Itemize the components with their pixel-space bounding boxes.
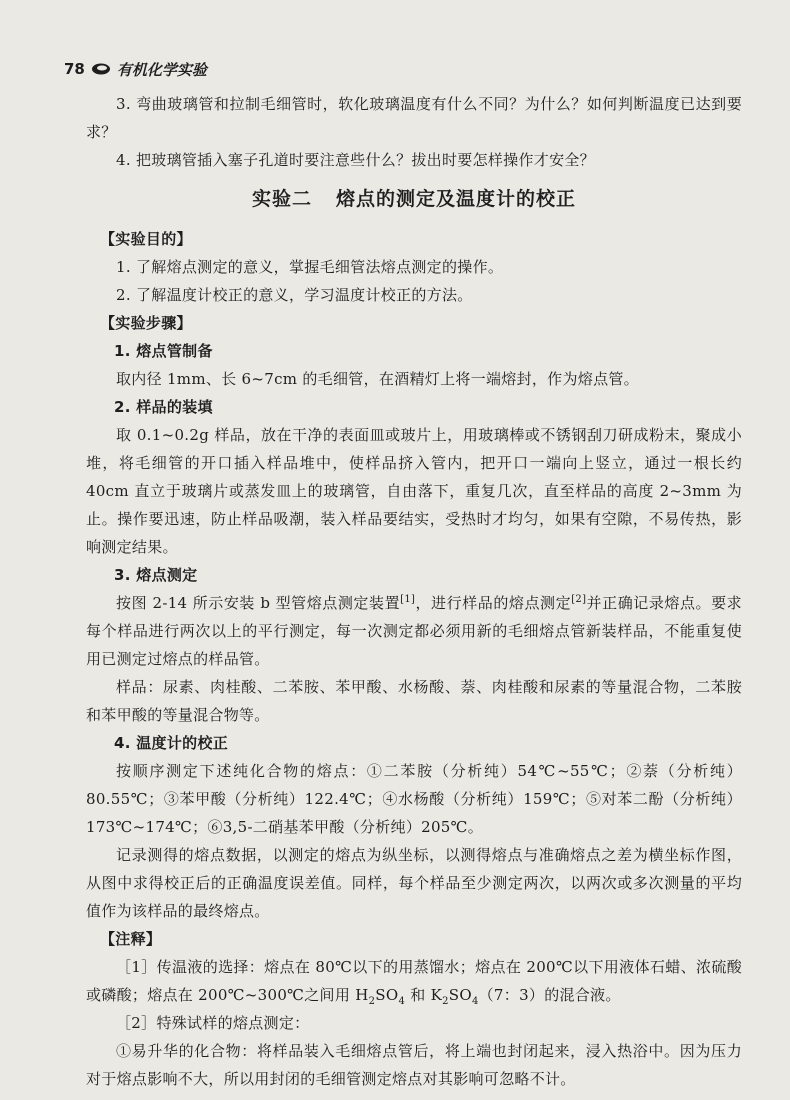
notes-heading: 【注释】 [100,930,162,948]
note-1: ［1］传温液的选择：熔点在 80℃以下的用蒸馏水；熔点在 200℃以下用液体石蜡、浓硫酸或磷酸；熔点在 200℃~300℃之间用 $H_2SO_4$ 和 $K_2SO_4(7$：3）的混合液。 [86,958,742,1007]
step-4-paragraph-2: 记录测得的熔点数据，以测定的熔点为纵坐标，以测得熔点与准确熔点之差为横坐标作图，从图中求得校正后的正确温度误差值。同样，每个样品至少测定两次，以两次或多次测量的平均值作为该样品的最终熔点。 [86,846,742,920]
purpose-item-1: 1. 了解熔点测定的意义，掌握毛细管法熔点测定的操作。 [116,258,504,276]
page-number: 78 [64,60,85,78]
step-2-text: 取 0.1~0.2g 样品，放在干净的表面皿或玻片上，用玻璃棒或不锈钢刮刀研成粉末，聚成小堆，将毛细管的开口插入样品堆中，使样品挤入管内，把开口一端向上竖立，通过一根长约 40cm 直立于玻璃片或蒸发皿上的玻璃管，自由落下，重复几次，直至样品的高度 2~3mm 为止。操作要迅速，防止样品吸潮，装入样品要结实，受热时才均匀，如果有空隙，不易传热，影响测定结果。 [86,426,742,556]
leaf-icon [91,62,111,76]
book-title: 有机化学实验 [116,60,207,79]
step-1-title: 1. 熔点管制备 [114,342,213,360]
footnote-ref-1: [1] [400,594,416,605]
steps-heading: 【实验步骤】 [100,314,192,332]
purpose-heading: 【实验目的】 [100,230,192,248]
step-2-title: 2. 样品的装填 [114,398,213,416]
step-3-paragraph-2: 样品：尿素、肉桂酸、二苯胺、苯甲酸、水杨酸、萘、肉桂酸和尿素的等量混合物，二苯胺和苯甲酸的等量混合物等。 [86,678,742,724]
step-4-paragraph-1: 按顺序测定下述纯化合物的熔点：①二苯胺（分析纯）54℃~55℃；②萘（分析纯）80.55℃；③苯甲酸（分析纯）122.4℃；④水杨酸（分析纯）159℃；⑤对苯二酚（分析纯）173℃~174℃；⑥3,5-二硝基苯甲酸（分析纯）205℃。 [86,762,742,836]
question-3: 3. 弯曲玻璃管和拉制毛细管时，软化玻璃温度有什么不同？为什么？如何判断温度已达到要求？ [86,95,742,141]
note-2-item-1: ①易升华的化合物：将样品装入毛细熔点管后，将上端也封闭起来，浸入热浴中。因为压力对于熔点影响不大，所以用封闭的毛细管测定熔点对其影响可忽略不计。 [86,1042,742,1088]
step-3-title: 3. 熔点测定 [114,566,198,584]
experiment-title-text: 熔点的测定及温度计的校正 [336,188,577,210]
page-header [64,58,730,80]
step-1-text: 取内径 1mm、长 6~7cm 的毛细管，在酒精灯上将一端熔封，作为熔点管。 [116,370,639,388]
step-3-paragraph-1: 按图 2-14 所示安装 b 型管熔点测定装置[1]，进行样品的熔点测定[2]并正确记录熔点。要求每个样品进行两次以上的平行测定，每一次测定都必须用新的毛细熔点管新装样品，不能重复使用已测定过熔点的样品管。 [86,594,742,668]
footnote-ref-2: [2] [571,594,587,605]
purpose-item-2: 2. 了解温度计校正的意义，学习温度计校正的方法。 [116,286,473,304]
experiment-number: 实验二 [251,188,312,210]
step-4-title: 4. 温度计的校正 [114,734,229,752]
question-4: 4. 把玻璃管插入塞子孔道时要注意些什么？拔出时要怎样操作才安全？ [116,151,595,169]
note-2: ［2］特殊试样的熔点测定： [116,1014,310,1032]
experiment-title [86,185,742,213]
page-content [86,90,742,1093]
